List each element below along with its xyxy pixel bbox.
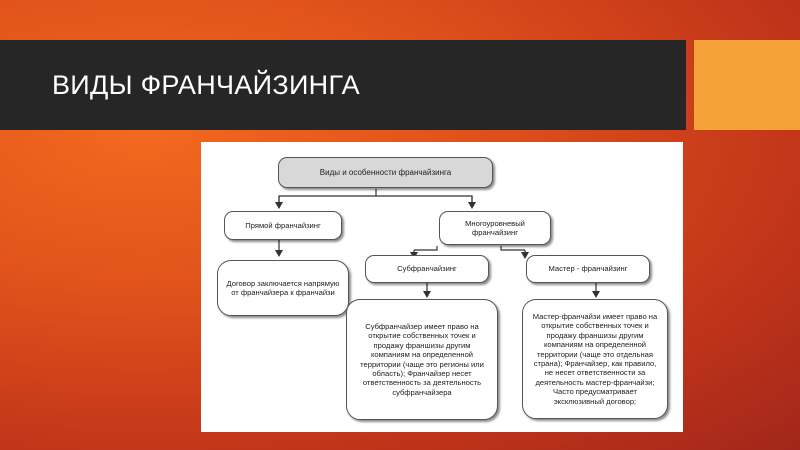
diagram-panel (201, 142, 683, 432)
connector-multilevel-right (501, 246, 525, 250)
connector-multilevel-left (414, 246, 437, 250)
root-node: Виды и особенности франчайзинга (278, 157, 493, 188)
direct-franchising-node: Прямой франчайзинг (224, 211, 342, 240)
title-bar (0, 40, 686, 130)
multilevel-franchising-node: Многоуровневый франчайзинг (439, 211, 551, 245)
connector-root (279, 196, 472, 207)
subfranchising-node: Субфранчайзинг (365, 255, 489, 283)
master-franchising-node: Мастер - франчайзинг (526, 255, 650, 283)
accent-block (694, 40, 800, 130)
slide-title: ВИДЫ ФРАНЧАЙЗИНГА (52, 69, 360, 100)
direct-description-node: Договор заключается напрямую от франчайзера к франчайзи (217, 260, 349, 316)
subfranchising-description-node: Субфранчайзер имеет право на открытие собственных точек и продажу франшизы другим компаниям на определенной территории (чаще это регионы или область); Франчайзер несет ответственность за деятельность субфранчайзера (346, 299, 498, 420)
master-franchising-description-node: Мастер-франчайзи имеет право на открытие собственных точек и продажу франшизы другим компаниям на определенной территории (чаще это отдельная страна); Франчайзер, как правило, не несет ответственности за деятельность мастер-франчайзи; Часто предусматривает эксклюзивный договор; (522, 299, 668, 419)
